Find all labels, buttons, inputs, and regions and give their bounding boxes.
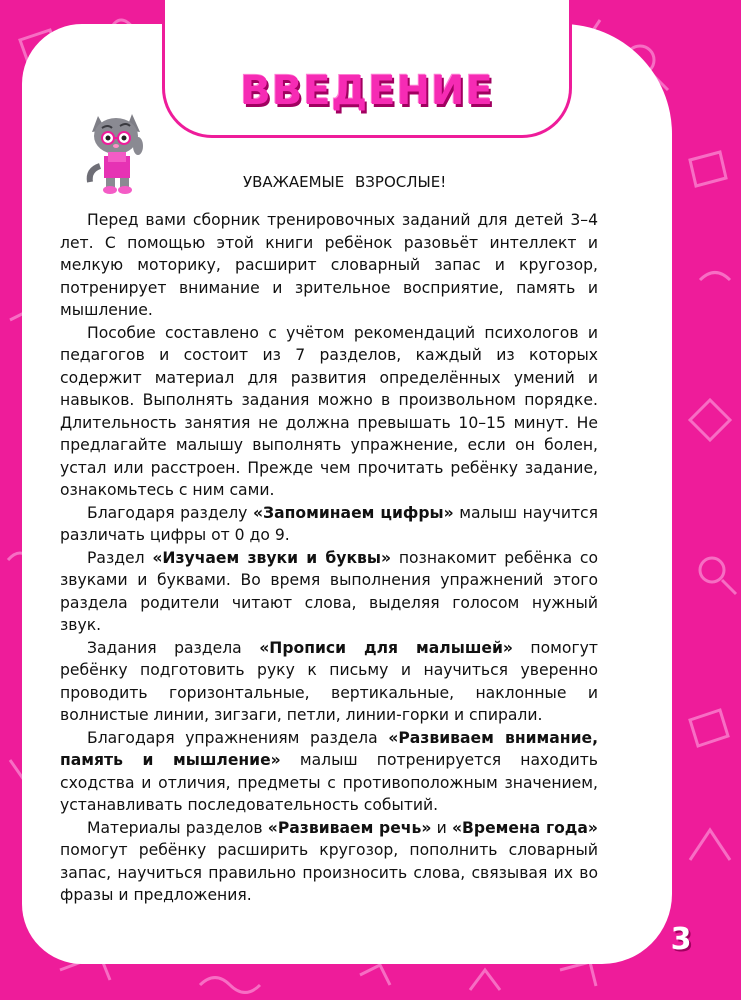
section-name: «Изучаем звуки и буквы» <box>152 548 392 567</box>
section-name: «Прописи для малышей» <box>259 638 513 657</box>
triangle-doodle-icon <box>690 400 730 440</box>
greeting-heading: УВАЖАЕМЫЕ ВЗРОСЛЫЕ! <box>243 173 447 191</box>
paragraph-text: Задания раздела <box>87 638 260 657</box>
section-name: «Развиваем внимание, память и мышление» <box>60 728 599 769</box>
paragraph-text: малыш научится различать цифры от 0 до 9. <box>60 503 598 544</box>
paragraph-text: помогут ребёнку подготовить руку к письму и научиться уверенно проводить горизонтальные, вертикальные, наклонные и волнистые линии, зигзаги, петли, линии-горки и спирали. <box>60 638 598 724</box>
paragraph-text: Благодаря упражнениям раздела <box>87 728 389 747</box>
check-doodle-icon <box>360 965 390 985</box>
intro-body-text <box>60 209 598 907</box>
page-title: ВВЕДЕНИЕ <box>240 68 494 114</box>
section-name: «Развиваем речь» <box>267 818 432 837</box>
book-doodle-icon <box>690 710 728 746</box>
paragraph-text: и <box>431 818 452 837</box>
paragraph-text: познакомит ребёнка со звуками и буквами. Во время выполнения упражнений этого раздела родители читают слова, выделяя голосом нужный звук. <box>60 548 598 634</box>
paragraph-text: Раздел <box>87 548 153 567</box>
section-name: «Времена года» <box>451 818 598 837</box>
paragraph <box>60 209 598 322</box>
paragraph <box>60 502 598 547</box>
paragraph <box>60 322 598 502</box>
paragraph-text: Материалы разделов <box>87 818 268 837</box>
paragraph-text: помогут ребёнку расширить кругозор, пополнить словарный запас, научиться правильно произносить слова, связывая их во фразы и предложения. <box>60 841 598 904</box>
paragraph-text: Перед вами сборник тренировочных заданий для детей 3–4 лет. С помощью этой книги ребёнок разовьёт интеллект и мелкую моторику, расширит словарный запас и кругозор, потренирует внимание и зрительное восприятие, память и мышление. <box>60 211 598 319</box>
paragraph <box>60 547 598 637</box>
paragraph <box>60 817 598 907</box>
page-number: 3 <box>670 922 692 957</box>
section-name: «Запоминаем цифры» <box>252 503 454 522</box>
kitten-mascot-icon <box>80 106 160 196</box>
paragraph-text: Пособие составлено с учётом рекомендаций психологов и педагогов и состоит из 7 разделов, каждый из которых содержит материал для развития определённых умений и навыков. Выполнять задания можно в произвольном порядке. Длительность занятия не должна превышать 10–15 минут. Не предлагайте малышу выполнять упражнение, если он болен, устал или расстроен. Прежде чем прочитать ребёнку задание, ознакомьтесь с ним сами. <box>60 323 598 499</box>
paragraph-text: Благодаря разделу <box>87 503 253 522</box>
paragraph <box>60 637 598 727</box>
paragraph-text: малыш потренируется находить сходства и отличия, предметы с противоположным значением, устанавливать последовательность событий. <box>60 751 598 814</box>
paragraph <box>60 727 598 817</box>
